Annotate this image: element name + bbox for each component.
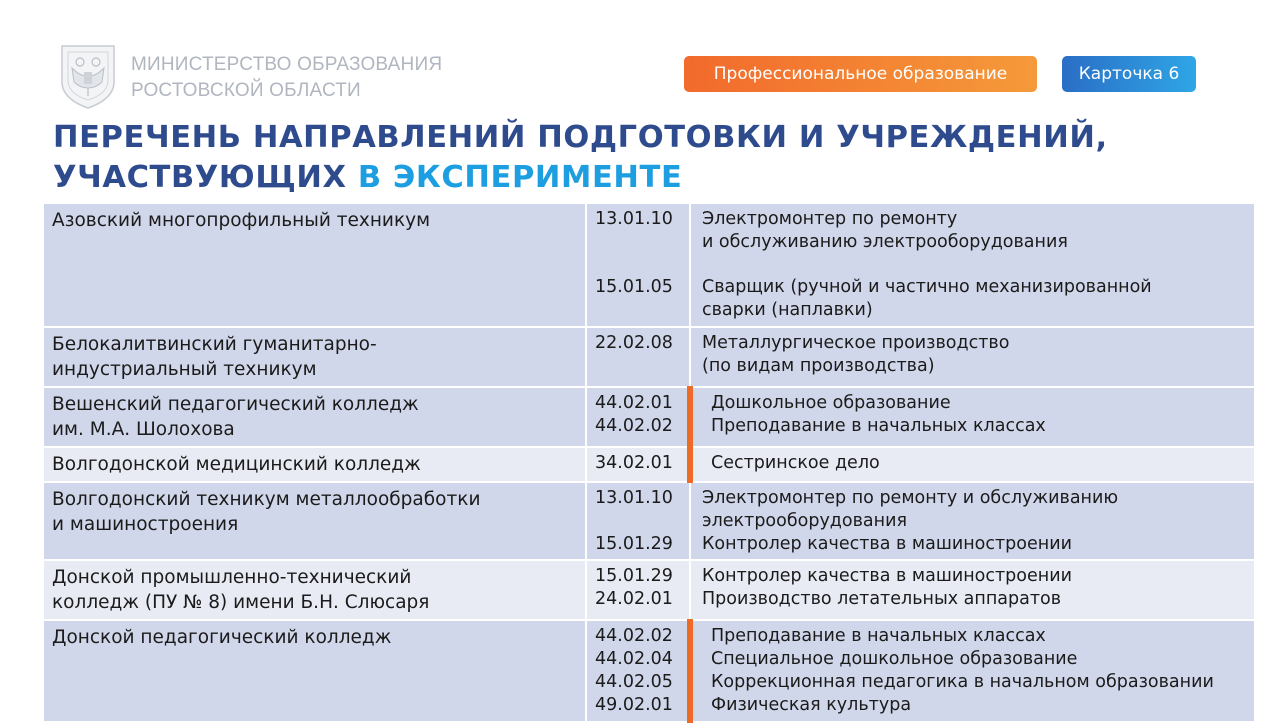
institution-name-line: Волгодонской медицинский колледж (52, 453, 421, 475)
program-name: Преподавание в начальных классах (711, 415, 1046, 436)
institution-name-line: им. М.А. Шолохова (52, 418, 235, 440)
institution-cell (43, 620, 586, 721)
institution-cell (43, 203, 586, 327)
program-name: Электромонтер по ремонту и обслуживанию (702, 487, 1119, 508)
table-row (43, 447, 1255, 482)
table-row (43, 327, 1255, 387)
program-name: Сестринское дело (711, 452, 880, 473)
programs-cell (690, 203, 1255, 327)
institution-name-line: Донской промышленно-технический (52, 567, 412, 589)
table-row (43, 482, 1255, 560)
program-code: 44.02.01 (595, 392, 673, 413)
ministry-line-2: РОСТОВСКОЙ ОБЛАСТИ (131, 80, 361, 101)
card-badge: Карточка 6 (1062, 56, 1196, 92)
codes-cell (586, 620, 690, 721)
program-name: Сварщик (ручной и частично механизированной (702, 277, 1152, 298)
programs-cell (690, 620, 1255, 721)
institution-cell (43, 560, 586, 620)
page-title (53, 118, 1108, 198)
institution-cell (43, 482, 586, 560)
institution-name-line: и машиностроения (52, 513, 239, 535)
program-code: 24.02.01 (595, 589, 673, 610)
institution-name-line: Белокалитвинский гуманитарно- (52, 333, 377, 355)
program-name: Контролер качества в машиностроении (702, 533, 1072, 554)
program-code: 44.02.02 (595, 626, 673, 647)
institution-cell (43, 447, 586, 482)
program-code: 44.02.04 (595, 649, 673, 670)
program-code: 13.01.10 (595, 209, 673, 229)
title-line-2-light: В ЭКСПЕРИМЕНТЕ (357, 160, 683, 195)
codes-cell (586, 560, 690, 620)
program-name: Производство летательных аппаратов (702, 589, 1062, 610)
program-code: 15.01.29 (595, 566, 673, 587)
program-code: 44.02.02 (595, 415, 673, 436)
institution-name-line: Волгодонский техникум металлообработки (52, 488, 481, 510)
program-name: Специальное дошкольное образование (711, 649, 1078, 670)
codes-cell (586, 387, 690, 447)
program-name: и обслуживанию электрооборудования (702, 231, 1068, 252)
institution-cell (43, 327, 586, 387)
ministry-name (131, 52, 442, 104)
institution-name-line: Донской педагогический колледж (52, 627, 392, 649)
table-row (43, 203, 1255, 327)
programs-cell (690, 560, 1255, 620)
table-row (43, 620, 1255, 721)
title-line-1: ПЕРЕЧЕНЬ НАПРАВЛЕНИЙ ПОДГОТОВКИ И УЧРЕЖДЕНИЙ, (53, 120, 1108, 155)
institution-name-line: Азовский многопрофильный техникум (52, 210, 431, 231)
program-code: 22.02.08 (595, 332, 673, 353)
programs-cell (690, 447, 1255, 482)
codes-cell (586, 203, 690, 327)
program-name: (по видам производства) (702, 355, 935, 376)
program-name: сварки (наплавки) (702, 300, 873, 321)
program-code: 15.01.05 (595, 277, 673, 298)
ministry-line-1: МИНИСТЕРСТВО ОБРАЗОВАНИЯ (131, 54, 443, 75)
institution-name-line: индустриальный техникум (52, 358, 317, 380)
table-row (43, 387, 1255, 447)
program-code: 44.02.05 (595, 671, 673, 692)
program-code: 15.01.29 (595, 533, 673, 554)
program-name: электрооборудования (702, 510, 907, 531)
programs-cell (690, 327, 1255, 387)
codes-cell (586, 447, 690, 482)
program-name: Дошкольное образование (711, 392, 951, 413)
coat-of-arms-logo (58, 42, 118, 110)
codes-cell (586, 482, 690, 560)
institution-name-line: Вешенский педагогический колледж (52, 393, 419, 415)
program-code: 49.02.01 (595, 694, 673, 715)
programs-cell (690, 482, 1255, 560)
category-badge: Профессиональное образование (684, 56, 1037, 92)
programs-cell (690, 387, 1255, 447)
program-name: Контролер качества в машиностроении (702, 566, 1072, 587)
program-name: Металлургическое производство (702, 332, 1010, 353)
program-name: Электромонтер по ремонту (702, 209, 958, 229)
codes-cell (586, 327, 690, 387)
program-name: Физическая культура (711, 694, 912, 715)
title-line-2-dark: УЧАСТВУЮЩИХ (53, 160, 347, 195)
program-name: Преподавание в начальных классах (711, 626, 1046, 647)
institution-cell (43, 387, 586, 447)
institutions-table (42, 202, 1256, 723)
program-name: Коррекционная педагогика в начальном образовании (711, 671, 1214, 692)
program-code: 13.01.10 (595, 487, 673, 508)
table-row (43, 560, 1255, 620)
institution-name-line: колледж (ПУ № 8) имени Б.Н. Слюсаря (52, 592, 430, 614)
program-code: 34.02.01 (595, 452, 673, 473)
